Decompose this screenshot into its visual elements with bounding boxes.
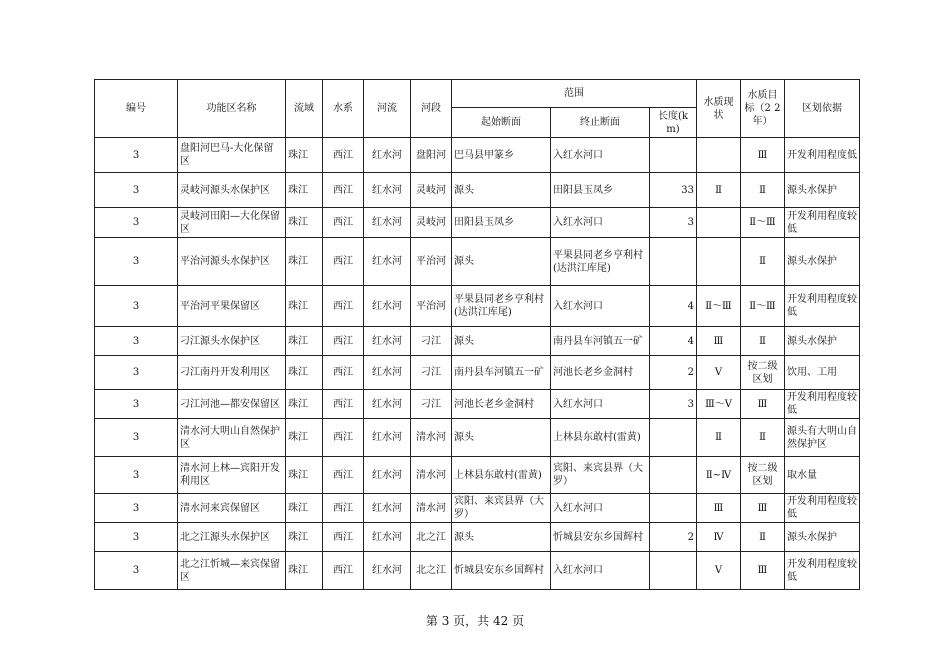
cell-target: Ⅲ xyxy=(741,552,785,590)
cell-basin: 珠江 xyxy=(286,457,323,494)
cell-length xyxy=(650,457,697,494)
cell-system: 西江 xyxy=(323,494,364,523)
cell-basis: 取水量 xyxy=(785,457,860,494)
cell-start: 田阳县玉凤乡 xyxy=(452,208,551,238)
cell-name: 平治河源头水保护区 xyxy=(178,238,286,286)
cell-id: 3 xyxy=(95,494,178,523)
cell-status: Ⅱ~Ⅳ xyxy=(697,457,741,494)
cell-river: 红水河 xyxy=(364,419,411,457)
cell-name: 清水河大明山自然保护区 xyxy=(178,419,286,457)
header-end: 终止断面 xyxy=(551,108,650,138)
cell-basis: 开发利用程度较低 xyxy=(785,390,860,419)
cell-id: 3 xyxy=(95,286,178,327)
cell-system: 西江 xyxy=(323,457,364,494)
cell-basin: 珠江 xyxy=(286,419,323,457)
header-row-1 xyxy=(95,80,860,108)
cell-target: Ⅱ xyxy=(741,173,785,208)
cell-river: 红水河 xyxy=(364,238,411,286)
cell-name: 灵岐河源头水保护区 xyxy=(178,173,286,208)
cell-system: 西江 xyxy=(323,286,364,327)
table-row xyxy=(95,419,860,457)
cell-length xyxy=(650,238,697,286)
cell-id: 3 xyxy=(95,523,178,552)
cell-system: 西江 xyxy=(323,173,364,208)
cell-segment: 清水河 xyxy=(411,494,452,523)
cell-basis: 饮用、工用 xyxy=(785,356,860,390)
cell-id: 3 xyxy=(95,390,178,419)
cell-id: 3 xyxy=(95,356,178,390)
cell-end: 入红水河口 xyxy=(551,390,650,419)
cell-start: 上林县东敢村(雷黄) xyxy=(452,457,551,494)
cell-system: 西江 xyxy=(323,356,364,390)
cell-river: 红水河 xyxy=(364,494,411,523)
cell-target: Ⅲ xyxy=(741,494,785,523)
cell-name: 清水河上林—宾阳开发利用区 xyxy=(178,457,286,494)
cell-start: 源头 xyxy=(452,419,551,457)
header-name: 功能区名称 xyxy=(178,80,286,138)
cell-segment: 灵岐河 xyxy=(411,208,452,238)
cell-target: Ⅱ xyxy=(741,419,785,457)
cell-status xyxy=(697,208,741,238)
cell-start: 源头 xyxy=(452,523,551,552)
cell-length: 2 xyxy=(650,523,697,552)
cell-segment: 清水河 xyxy=(411,419,452,457)
cell-name: 刁江河池—都安保留区 xyxy=(178,390,286,419)
cell-basin: 珠江 xyxy=(286,327,323,356)
cell-river: 红水河 xyxy=(364,356,411,390)
cell-target: Ⅱ～Ⅲ xyxy=(741,286,785,327)
header-length: 长度(km) xyxy=(650,108,697,138)
cell-status: Ⅲ xyxy=(697,494,741,523)
cell-basis: 源头有大明山自然保护区 xyxy=(785,419,860,457)
cell-name: 北之江忻城—来宾保留区 xyxy=(178,552,286,590)
cell-segment: 灵岐河 xyxy=(411,173,452,208)
cell-system: 西江 xyxy=(323,208,364,238)
cell-target: Ⅱ xyxy=(741,327,785,356)
cell-segment: 清水河 xyxy=(411,457,452,494)
cell-system: 西江 xyxy=(323,138,364,173)
table-row xyxy=(95,356,860,390)
cell-end: 入红水河口 xyxy=(551,286,650,327)
cell-status xyxy=(697,138,741,173)
table-row xyxy=(95,327,860,356)
cell-system: 西江 xyxy=(323,390,364,419)
cell-river: 红水河 xyxy=(364,286,411,327)
header-range: 范围 xyxy=(452,80,697,108)
cell-basis: 源头水保护 xyxy=(785,327,860,356)
cell-segment: 刁江 xyxy=(411,327,452,356)
cell-name: 北之江源头水保护区 xyxy=(178,523,286,552)
cell-basis: 开发利用程度较低 xyxy=(785,208,860,238)
cell-target: 按二级区划 xyxy=(741,356,785,390)
cell-river: 红水河 xyxy=(364,327,411,356)
cell-start: 源头 xyxy=(452,327,551,356)
cell-basis: 源头水保护 xyxy=(785,523,860,552)
cell-id: 3 xyxy=(95,327,178,356)
cell-target: Ⅱ xyxy=(741,238,785,286)
cell-name: 清水河来宾保留区 xyxy=(178,494,286,523)
page-footer: 第 3 页，共 42 页 xyxy=(425,614,525,628)
cell-length: 3 xyxy=(650,208,697,238)
cell-start: 源头 xyxy=(452,173,551,208)
cell-basin: 珠江 xyxy=(286,552,323,590)
header-status: 水质现状 xyxy=(697,80,741,138)
cell-river: 红水河 xyxy=(364,457,411,494)
cell-length: 2 xyxy=(650,356,697,390)
cell-basis: 开发利用程度较低 xyxy=(785,494,860,523)
cell-basin: 珠江 xyxy=(286,173,323,208)
cell-status: Ⅱ xyxy=(697,419,741,457)
cell-segment: 刁江 xyxy=(411,390,452,419)
cell-name: 盘阳河巴马-大化保留区 xyxy=(178,138,286,173)
cell-start: 源头 xyxy=(452,238,551,286)
cell-river: 红水河 xyxy=(364,552,411,590)
cell-basin: 珠江 xyxy=(286,138,323,173)
cell-target: Ⅱ～Ⅲ xyxy=(741,208,785,238)
cell-status xyxy=(697,238,741,286)
cell-id: 3 xyxy=(95,208,178,238)
header-id: 编号 xyxy=(95,80,178,138)
cell-segment: 平治河 xyxy=(411,238,452,286)
cell-status: Ⅱ xyxy=(697,173,741,208)
cell-basin: 珠江 xyxy=(286,356,323,390)
header-start: 起始断面 xyxy=(452,108,551,138)
cell-end: 入红水河口 xyxy=(551,208,650,238)
cell-basis: 开发利用程度低 xyxy=(785,138,860,173)
cell-segment: 北之江 xyxy=(411,523,452,552)
header-target: 水质目标（2 2年） xyxy=(741,80,785,138)
cell-length: 3 xyxy=(650,390,697,419)
cell-segment: 盘阳河 xyxy=(411,138,452,173)
cell-basin: 珠江 xyxy=(286,238,323,286)
cell-start: 巴马县甲篆乡 xyxy=(452,138,551,173)
cell-segment: 刁江 xyxy=(411,356,452,390)
cell-end: 忻城县安东乡国辉村 xyxy=(551,523,650,552)
cell-basin: 珠江 xyxy=(286,208,323,238)
cell-basin: 珠江 xyxy=(286,286,323,327)
cell-length: 4 xyxy=(650,327,697,356)
cell-start: 宾阳、来宾县界（大罗） xyxy=(452,494,551,523)
table-row xyxy=(95,138,860,173)
table-body xyxy=(95,138,860,590)
cell-name: 刁江源头水保护区 xyxy=(178,327,286,356)
cell-length xyxy=(650,419,697,457)
cell-length: 33 xyxy=(650,173,697,208)
cell-start: 南丹县车河镇五一矿 xyxy=(452,356,551,390)
table-row xyxy=(95,390,860,419)
cell-end: 田阳县玉凤乡 xyxy=(551,173,650,208)
table-row xyxy=(95,494,860,523)
cell-system: 西江 xyxy=(323,327,364,356)
header-river: 河流 xyxy=(364,80,411,138)
cell-status: Ⅳ xyxy=(697,523,741,552)
table-row xyxy=(95,286,860,327)
cell-river: 红水河 xyxy=(364,390,411,419)
water-function-zone-table xyxy=(94,79,860,590)
cell-basis: 源头水保护 xyxy=(785,173,860,208)
cell-start: 河池长老乡金洞村 xyxy=(452,390,551,419)
cell-basis: 开发利用程度较低 xyxy=(785,286,860,327)
cell-start: 平果县同老乡亨利村(达洪江库尾) xyxy=(452,286,551,327)
cell-end: 入红水河口 xyxy=(551,494,650,523)
table-row xyxy=(95,457,860,494)
cell-start: 忻城县安东乡国辉村 xyxy=(452,552,551,590)
cell-basis: 源头水保护 xyxy=(785,238,860,286)
data-table-wrapper xyxy=(94,79,860,590)
header-system: 水系 xyxy=(323,80,364,138)
cell-status: Ⅱ～Ⅲ xyxy=(697,286,741,327)
cell-status: Ⅲ xyxy=(697,327,741,356)
cell-name: 灵岐河田阳—大化保留区 xyxy=(178,208,286,238)
cell-target: 按二级区划 xyxy=(741,457,785,494)
cell-status: Ⅲ～Ⅴ xyxy=(697,390,741,419)
cell-end: 平果县同老乡亨利村(达洪江库尾) xyxy=(551,238,650,286)
cell-river: 红水河 xyxy=(364,138,411,173)
table-row xyxy=(95,523,860,552)
cell-id: 3 xyxy=(95,552,178,590)
cell-name: 刁江南丹开发利用区 xyxy=(178,356,286,390)
cell-end: 上林县东敢村(雷黄) xyxy=(551,419,650,457)
header-basin: 流域 xyxy=(286,80,323,138)
table-row xyxy=(95,208,860,238)
cell-river: 红水河 xyxy=(364,208,411,238)
cell-system: 西江 xyxy=(323,419,364,457)
cell-length xyxy=(650,494,697,523)
cell-basin: 珠江 xyxy=(286,523,323,552)
cell-length xyxy=(650,552,697,590)
cell-end: 河池长老乡金洞村 xyxy=(551,356,650,390)
cell-id: 3 xyxy=(95,457,178,494)
cell-length: 4 xyxy=(650,286,697,327)
cell-end: 入红水河口 xyxy=(551,138,650,173)
cell-system: 西江 xyxy=(323,523,364,552)
cell-river: 红水河 xyxy=(364,173,411,208)
cell-segment: 平治河 xyxy=(411,286,452,327)
cell-segment: 北之江 xyxy=(411,552,452,590)
cell-end: 入红水河口 xyxy=(551,552,650,590)
cell-end: 南丹县车河镇五一矿 xyxy=(551,327,650,356)
cell-id: 3 xyxy=(95,173,178,208)
cell-id: 3 xyxy=(95,419,178,457)
cell-river: 红水河 xyxy=(364,523,411,552)
header-basis: 区划依据 xyxy=(785,80,860,138)
table-row xyxy=(95,173,860,208)
cell-target: Ⅲ xyxy=(741,390,785,419)
cell-end: 宾阳、来宾县界（大罗） xyxy=(551,457,650,494)
cell-length xyxy=(650,138,697,173)
cell-target: Ⅱ xyxy=(741,523,785,552)
cell-basin: 珠江 xyxy=(286,390,323,419)
cell-id: 3 xyxy=(95,138,178,173)
cell-name: 平治河平果保留区 xyxy=(178,286,286,327)
cell-basin: 珠江 xyxy=(286,494,323,523)
table-row xyxy=(95,238,860,286)
cell-status: Ⅴ xyxy=(697,356,741,390)
cell-id: 3 xyxy=(95,238,178,286)
cell-target: Ⅲ xyxy=(741,138,785,173)
cell-system: 西江 xyxy=(323,552,364,590)
cell-status: Ⅴ xyxy=(697,552,741,590)
cell-system: 西江 xyxy=(323,238,364,286)
cell-basis: 开发利用程度较低 xyxy=(785,552,860,590)
table-row xyxy=(95,552,860,590)
header-segment: 河段 xyxy=(411,80,452,138)
